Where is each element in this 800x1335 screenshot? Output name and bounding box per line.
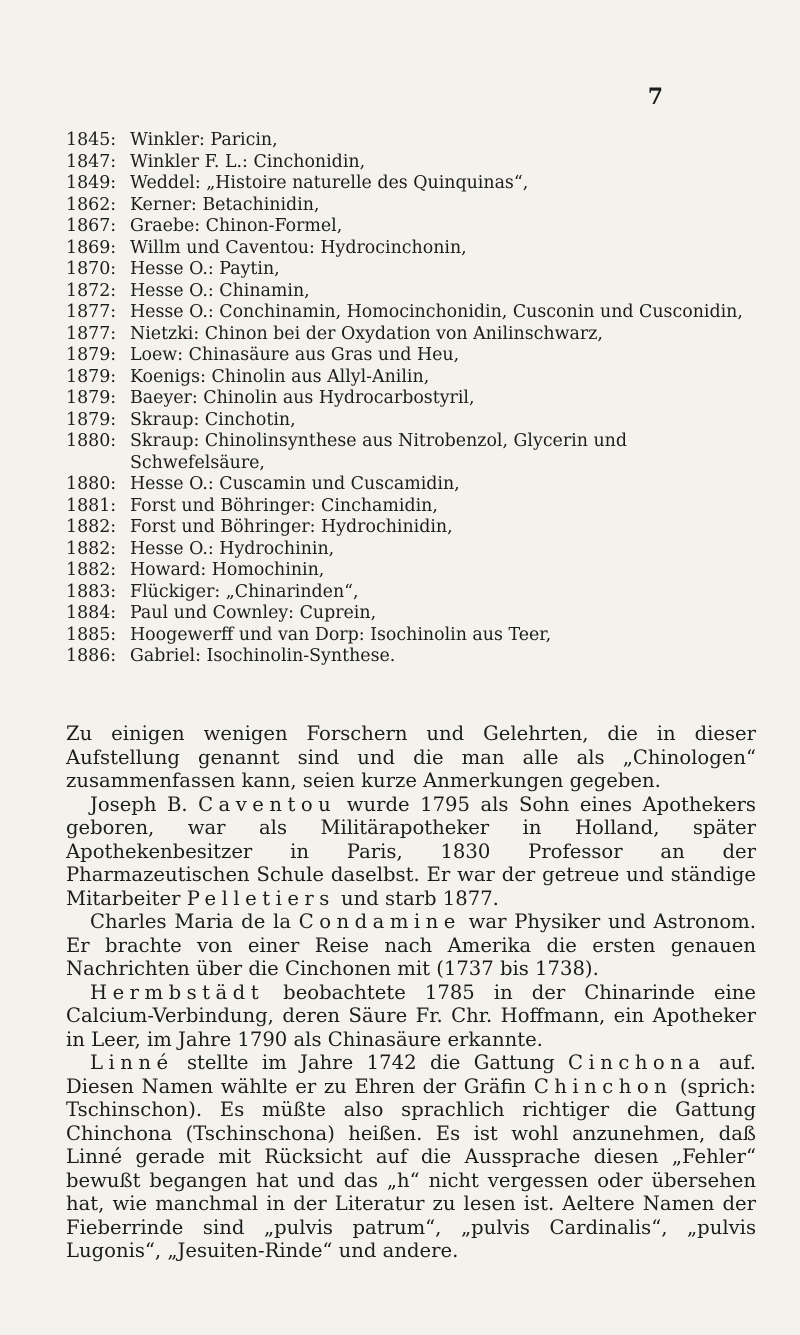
genus-name: Cinchona — [568, 1051, 706, 1074]
entry-text: Hesse O.: Cuscamin und Cuscamidin, — [130, 474, 460, 494]
hermbstaedt-paragraph: Hermbstädt beobachtete 1785 in der Chinarinde eine Calcium-Verbindung, deren Säure Fr. Chr. Hoffmann, ein Apotheker in Leer, im Jahre 1790 als Chinasäure erkannte. — [66, 980, 756, 1051]
chronology-entry — [66, 302, 756, 324]
entry-text: Winkler F. L.: Cinchonidin, — [130, 151, 366, 172]
entry-text: Baeyer: Chinolin aus Hydrocarbostyril, — [130, 388, 475, 408]
person-name: Caventou — [198, 792, 337, 816]
entry-year: 1879: — [66, 366, 117, 387]
chronology-entry — [66, 646, 756, 668]
entry-text: Hesse O.: Hydrochinin, — [130, 538, 335, 559]
entry-year: 1877: — [66, 323, 117, 344]
entry-year: 1880: — [66, 474, 117, 494]
entry-year: 1884: — [66, 603, 117, 623]
entry-text: Hesse O.: Paytin, — [130, 259, 280, 279]
person-name: Hermbstädt — [90, 980, 265, 1004]
chronology-entry — [66, 238, 756, 260]
chronology-entry — [66, 216, 756, 238]
chronology-entry — [66, 345, 756, 367]
entry-year: 1883: — [66, 581, 117, 602]
entry-year: 1879: — [66, 388, 117, 408]
page-number: 7 — [647, 84, 663, 110]
entry-year: 1849: — [66, 173, 117, 193]
entry-year: 1879: — [66, 345, 117, 365]
commentary-text — [66, 722, 756, 1263]
entry-year: 1872: — [66, 280, 117, 301]
entry-text: Kerner: Betachinidin, — [130, 194, 320, 215]
entry-year: 1867: — [66, 216, 117, 236]
entry-year: 1862: — [66, 194, 117, 215]
entry-text: Flückiger: „Chinarinden“, — [130, 581, 359, 602]
chronology-entry — [66, 152, 756, 174]
chronology-entry — [66, 281, 756, 303]
entry-year: 1881: — [66, 495, 117, 516]
entry-text: Nietzki: Chinon bei der Oxydation von Anilinschwarz, — [130, 323, 603, 344]
entry-year: 1882: — [66, 560, 117, 580]
entry-year: 1847: — [66, 151, 117, 172]
chronology-entry — [66, 603, 756, 625]
linne-paragraph: Linné stellte im Jahre 1742 die Gattung Cinchona auf. Diesen Namen wählte er zu Ehren der Gräfin Chinchon (sprich: Tschinschon). Es müßte also sprachlich richtiger die Gattung Chinchona (Tschinschona) heißen. Es ist wohl anzunehmen, daß Linné gerade mit Rücksicht auf die Aussprache diesen „Fehler“ bewußt begangen hat und das „h“ nicht vergessen oder übersehen hat, wie manchmal in der Literatur zu lesen ist. Aeltere Namen der Fieberrinde sind „pulvis patrum“, „pulvis Cardinalis“, „pulvis Lugonis“, „Jesuiten-Rinde“ und andere. — [66, 1051, 756, 1262]
person-name: Condamine — [298, 910, 461, 933]
entry-text: Loew: Chinasäure aus Gras und Heu, — [130, 345, 460, 365]
entry-text: Gabriel: Isochinolin-Synthese. — [130, 646, 396, 666]
entry-year: 1879: — [66, 409, 117, 430]
entry-text: Forst und Böhringer: Cinchamidin, — [130, 495, 438, 516]
chronology-entry — [66, 259, 756, 281]
entry-text: Paul und Cownley: Cuprein, — [130, 603, 377, 623]
chronology-entry — [66, 410, 756, 432]
chronology-entry — [66, 195, 756, 217]
person-name: Pelletiers — [186, 886, 335, 910]
chronology-entry — [66, 130, 756, 152]
chronology-entry — [66, 582, 756, 604]
chronology-entry — [66, 517, 756, 539]
entry-year: 1885: — [66, 624, 117, 645]
caventou-paragraph: Joseph B. Caventou wurde 1795 als Sohn eines Apothekers geboren, war als Militärapotheker in Holland, später Apothekenbesitzer in Paris, 1830 Professor an der Pharmazeutischen Schule daselbst. Er war der getreue und ständige Mitarbeiter Pelletiers und starb 1877. — [66, 792, 756, 910]
intro-paragraph: Zu einigen wenigen Forschern und Gelehrten, die in dieser Aufstellung genannt sind und die man alle als „Chinologen“ zusammenfassen kann, seien kurze Anmerkungen gegeben. — [66, 722, 756, 792]
entry-year: 1845: — [66, 130, 117, 150]
entry-text: Forst und Böhringer: Hydrochinidin, — [130, 517, 453, 537]
person-name: Chinchon — [533, 1074, 673, 1098]
entry-year: 1882: — [66, 538, 117, 559]
entry-text: Koenigs: Chinolin aus Allyl-Anilin, — [130, 366, 430, 387]
entry-text: Howard: Homochinin, — [130, 560, 325, 580]
chronology-entry — [66, 474, 756, 496]
entry-year: 1869: — [66, 237, 117, 258]
entry-year: 1870: — [66, 259, 117, 279]
chronology-entry — [66, 539, 756, 561]
condamine-paragraph: Charles Maria de la Condamine war Physiker und Astronom. Er brachte von einer Reise nach Amerika die ersten genauen Nachrichten über die Cinchonen mit (1737 bis 1738). — [66, 910, 756, 980]
chronology-entry — [66, 388, 756, 410]
chronology-entry — [66, 324, 756, 346]
entry-text: Skraup: Chinolinsynthese aus Nitrobenzol, Glycerin und Schwefelsäure, — [130, 431, 627, 473]
chronology-list — [66, 130, 756, 668]
entry-text: Skraup: Cinchotin, — [130, 409, 296, 430]
entry-text: Hesse O.: Conchinamin, Homocinchonidin, Cusconin und Cusconidin, — [130, 302, 743, 322]
chronology-entry — [66, 367, 756, 389]
chronology-entry — [66, 560, 756, 582]
entry-text: Winkler: Paricin, — [130, 130, 278, 150]
entry-year: 1882: — [66, 517, 117, 537]
entry-year: 1886: — [66, 646, 117, 666]
entry-text: Hesse O.: Chinamin, — [130, 280, 310, 301]
entry-year: 1877: — [66, 302, 117, 322]
chronology-entry — [66, 496, 756, 518]
entry-text: Weddel: „Histoire naturelle des Quinquinas“, — [130, 173, 529, 193]
chronology-entry — [66, 625, 756, 647]
entry-text: Hoogewerff und van Dorp: Isochinolin aus Teer, — [130, 624, 552, 645]
entry-text: Graebe: Chinon-Formel, — [130, 216, 343, 236]
entry-text: Willm und Caventou: Hydrocinchonin, — [130, 237, 467, 258]
chronology-entry — [66, 173, 756, 195]
entry-year: 1880: — [66, 431, 117, 451]
person-name: Linné — [90, 1051, 174, 1074]
chronology-entry — [66, 431, 756, 474]
